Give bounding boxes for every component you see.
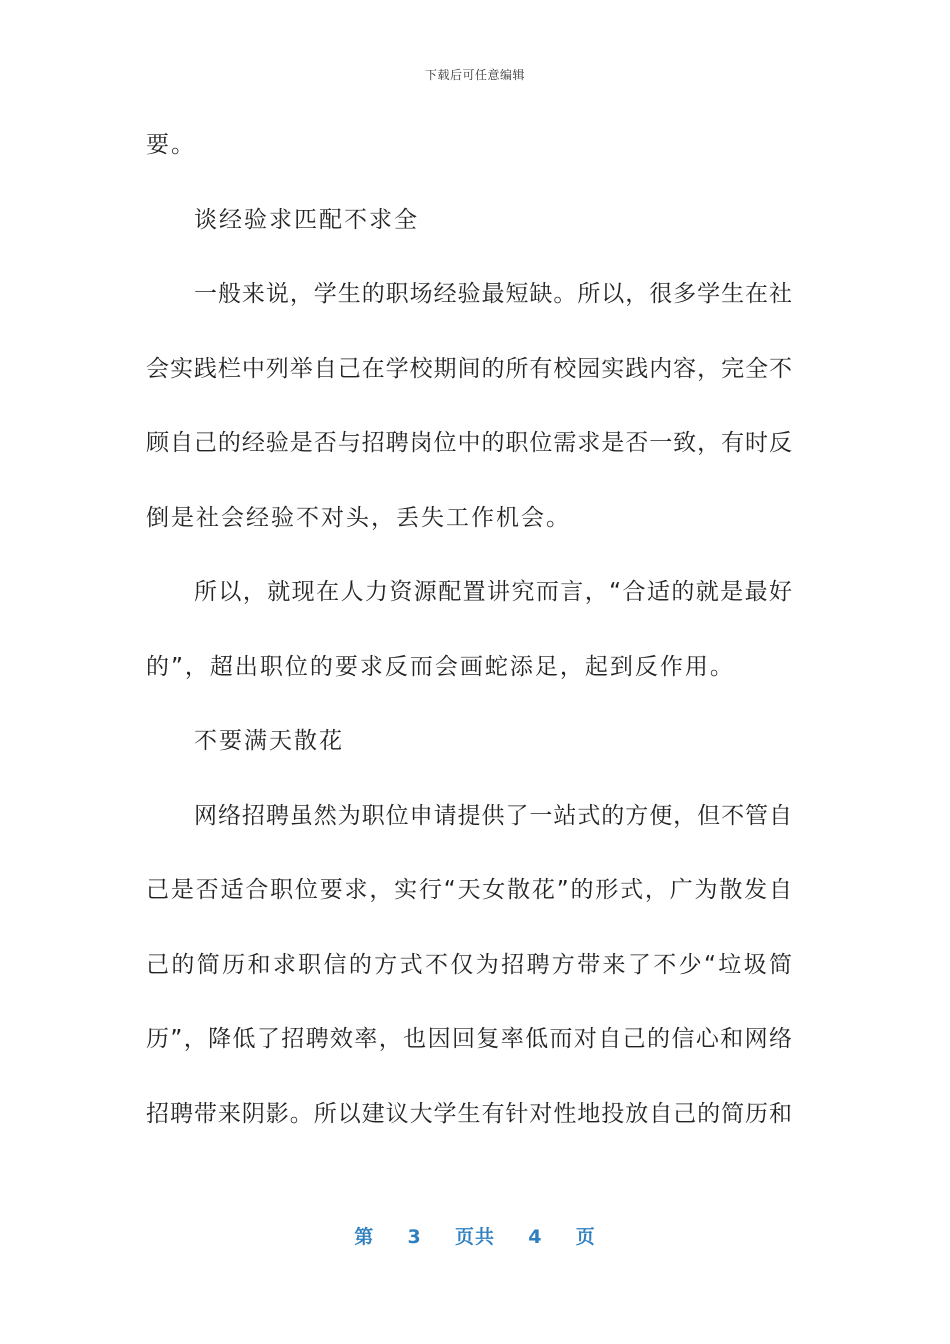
footer-middle: 页共 [454,1226,495,1248]
text-line: 己的简历和求职信的方式不仅为招聘方带来了不少“垃圾简 [146,951,792,978]
text-line: 会实践栏中列举自己在学校期间的所有校园实践内容，完全不 [146,355,792,382]
section-heading: 不要满天散花 [194,728,344,754]
text-line: 一般来说，学生的职场经验最短缺。所以，很多学生在社 [194,281,792,307]
document-body [146,108,792,1151]
text-line: 招聘带来阴影。所以建议大学生有针对性地投放自己的简历和 [146,1100,792,1127]
footer-prefix: 第 [354,1226,375,1248]
current-page-number: 3 [407,1226,422,1248]
page-number-footer [0,1222,950,1249]
text-line: 倒是社会经验不对头，丢失工作机会。 [146,504,571,531]
text-line: 己是否适合职位要求，实行“天女散花”的形式，广为散发自 [146,877,792,903]
text-line: 顾自己的经验是否与招聘岗位中的职位需求是否一致，有时反 [146,430,792,456]
total-page-number: 4 [528,1226,543,1248]
text-line: 所以，就现在人力资源配置讲究而言，“合适的就是最好 [194,579,792,605]
text-line: 要。 [146,132,196,158]
header-note: 下载后可任意编辑 [424,68,525,82]
text-line: 的”，超出职位的要求反而会画蛇添足，起到反作用。 [146,653,735,680]
section-heading: 谈经验求匹配不求全 [194,206,419,233]
text-line: 历”，降低了招聘效率，也因回复率低而对自己的信心和网络 [146,1026,792,1052]
footer-suffix: 页 [575,1226,596,1248]
text-line: 网络招聘虽然为职位申请提供了一站式的方便，但不管自 [194,802,792,829]
